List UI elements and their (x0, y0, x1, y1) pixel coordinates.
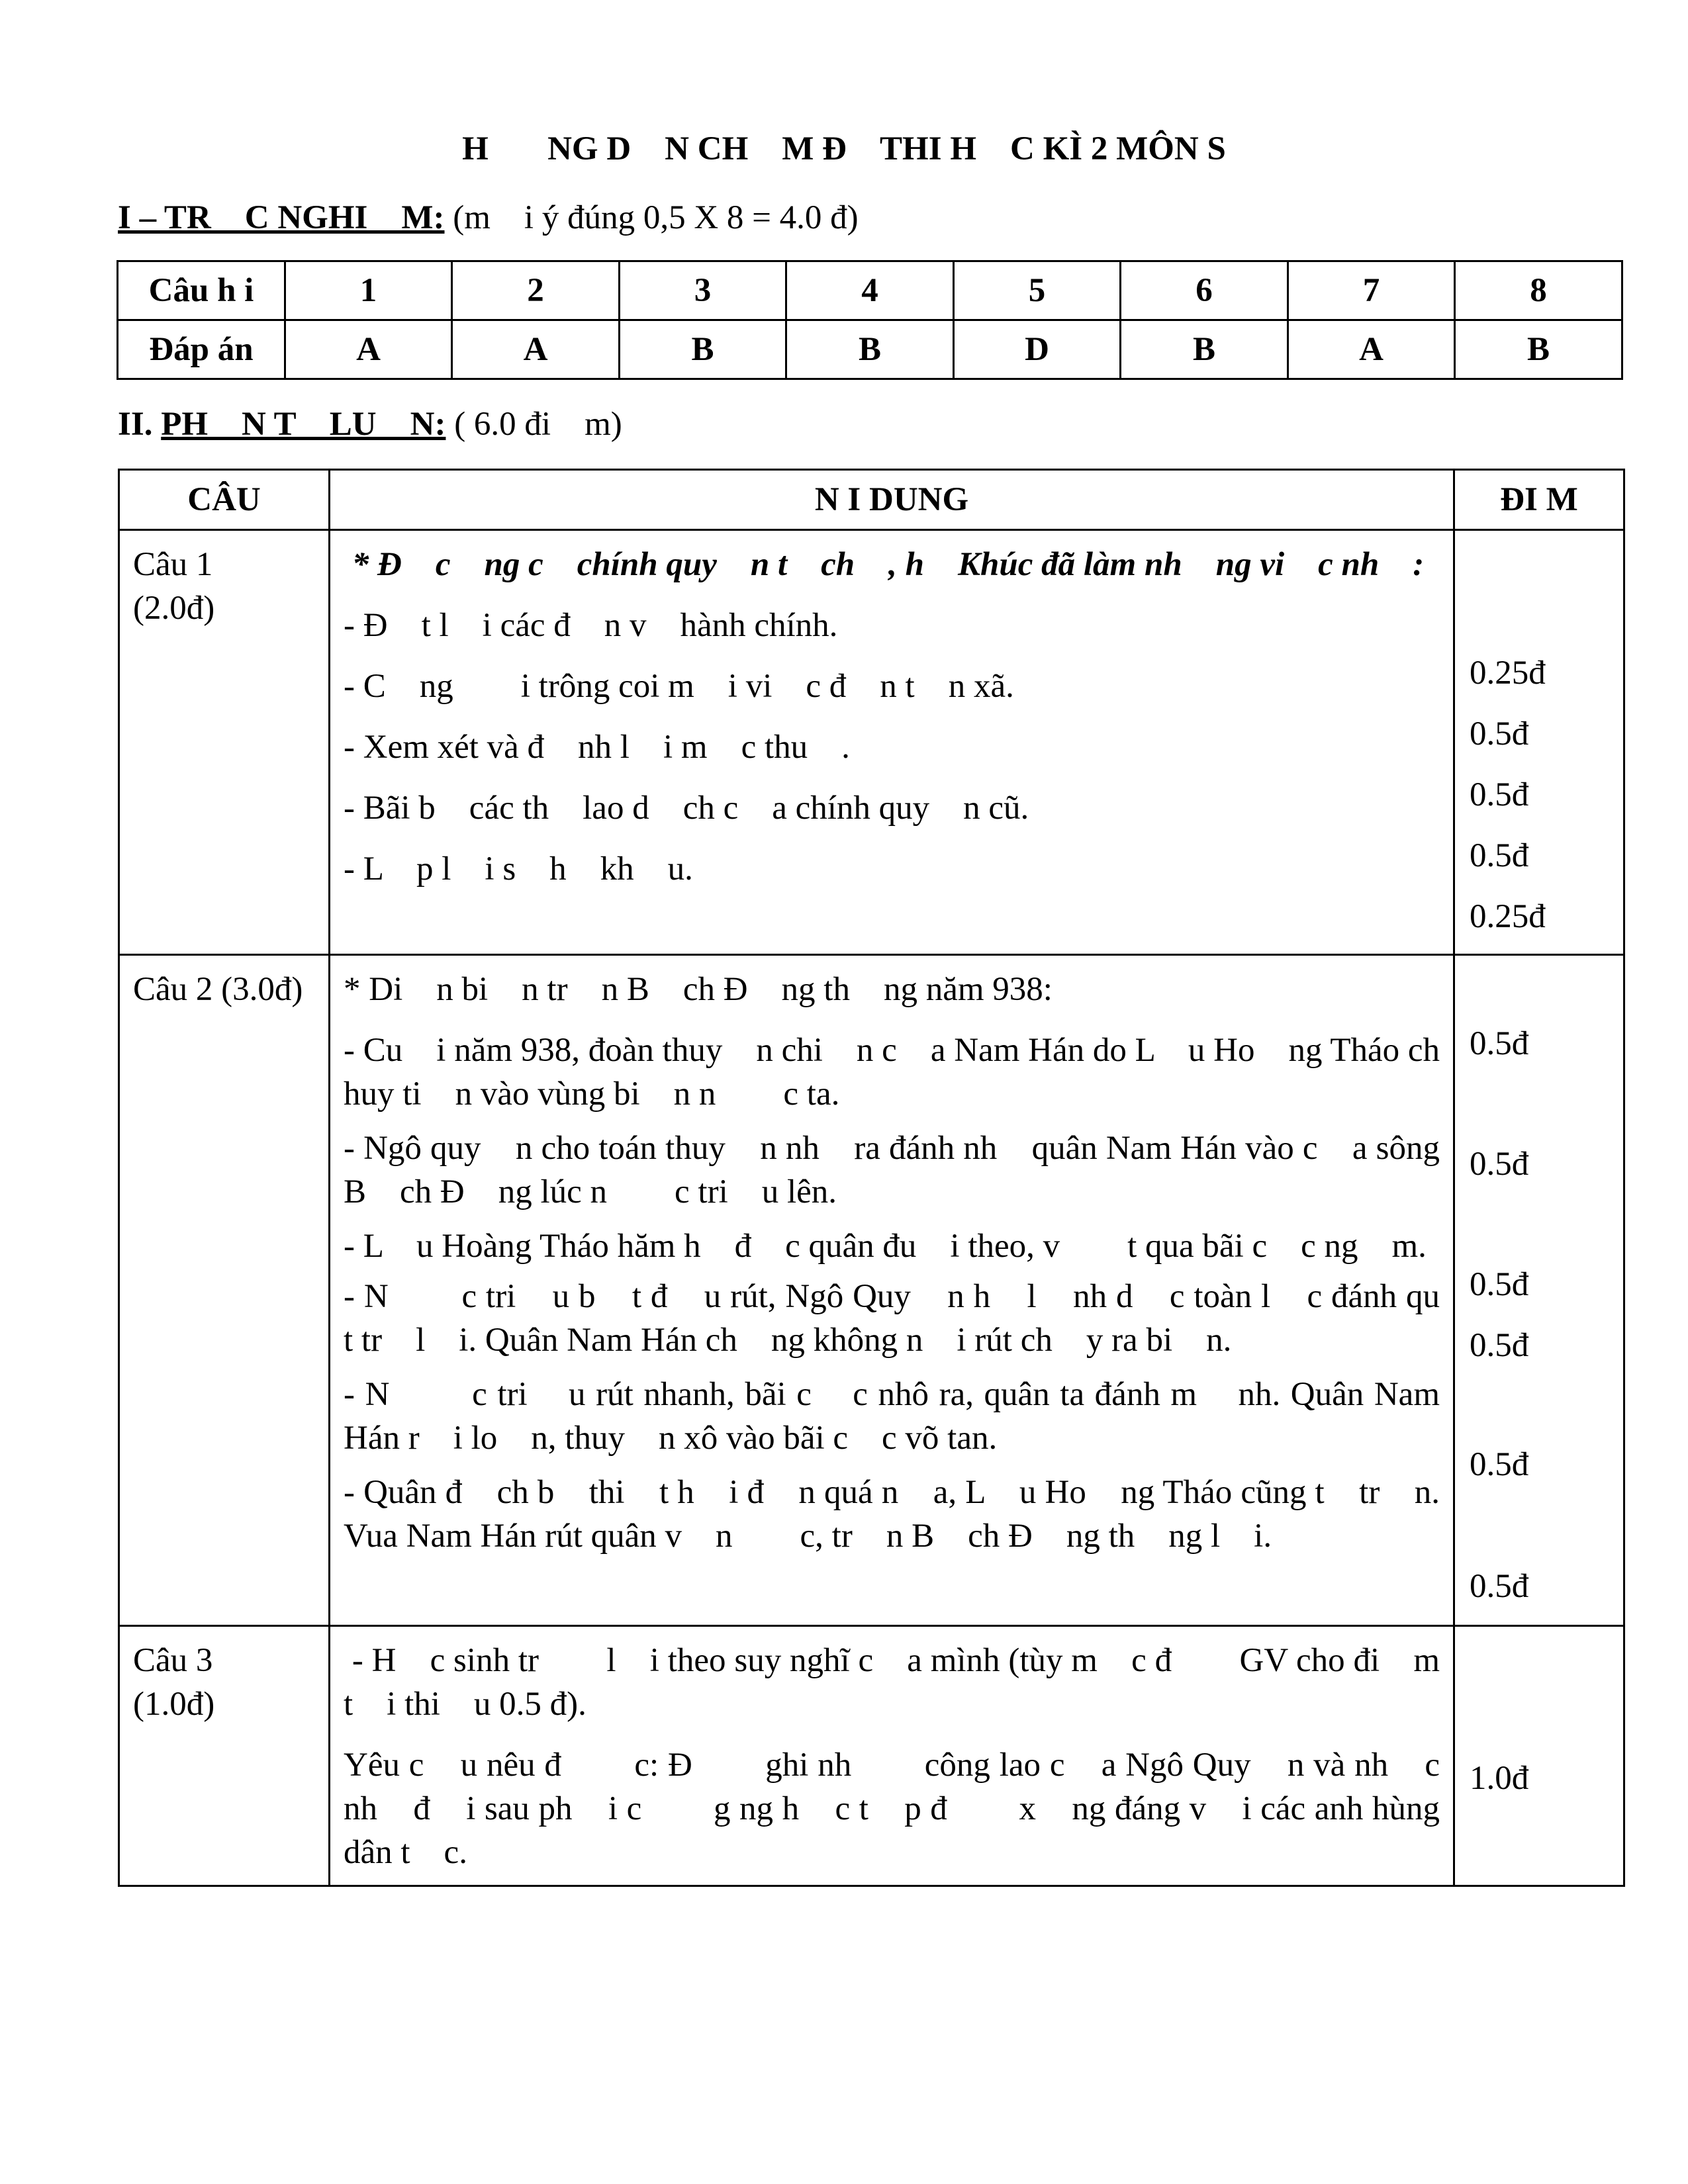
answer-line: - Đ t l i các đ n v hành chính. (344, 607, 838, 644)
answer-cell: A (285, 320, 452, 379)
answer-cell: A (1288, 320, 1455, 379)
question-label: Câu 3 (1.0đ) (133, 1642, 215, 1723)
essay-row-2 (119, 955, 1624, 1626)
part2-label-prefix: II. (118, 406, 162, 443)
answer-line: - N c tri u b t đ u rút, Ngô Quy n h l nh d c toàn l c đánh qu t tr l i. Quân Nam Hán ch ng không n i rút ch y ra bi n. (344, 1278, 1474, 1359)
point-value: 0.5đ (1470, 715, 1529, 752)
answer-line: - Ngô quy n cho toán thuy n nh ra đánh nh quân Nam Hán vào c a sông B ch Đ ng lúc n c tri u lên. (344, 1130, 1448, 1210)
part2-heading (118, 405, 622, 443)
point-value: 0.25đ (1470, 898, 1546, 935)
answer-line: Yêu c u nêu đ c: Đ ghi nh công lao c a Ngô Quy n và nh c nh đ i sau ph i c g ng h c t p đ x ng đáng v i các anh hùng dân t c. (344, 1747, 1448, 1871)
answer-cell: A (452, 320, 620, 379)
answer-line: - H c sinh tr l i theo suy nghĩ c a mình (tùy m c đ GV cho đi m t i thi u 0.5 đ). (344, 1642, 1448, 1723)
point-value: 0.5đ (1470, 776, 1529, 813)
answer-cell: B (1455, 320, 1622, 379)
part2-note: ( 6.0 đi m) (445, 406, 622, 443)
point-value: 0.5đ (1470, 837, 1529, 874)
part1-note: (m i ý đúng 0,5 X 8 = 4.0 đ) (444, 199, 859, 236)
multiple-choice-answer-table (117, 260, 1623, 380)
answer-line: - C ng i trông coi m i vi c đ n t n xã. (344, 668, 1014, 705)
answer-line: - Xem xét và đ nh l i m c thu . (344, 729, 850, 766)
column-header-noi-dung: N I DUNG (330, 470, 1454, 530)
point-value: 0.5đ (1470, 1266, 1529, 1303)
question-number: 4 (786, 261, 954, 320)
question-number: 6 (1121, 261, 1288, 320)
point-value: 0.5đ (1470, 1025, 1529, 1062)
answer-heading: * Đ c ng c chính quy n t ch , h Khúc đã làm nh ng vi c nh : (344, 546, 1425, 583)
answer-row (118, 320, 1622, 379)
column-header-cau: CÂU (119, 470, 330, 530)
question-number: 8 (1455, 261, 1622, 320)
part1-label: I – TR C NGHI M: (118, 199, 445, 236)
answer-cell: B (1121, 320, 1288, 379)
answer-cell: D (954, 320, 1121, 379)
point-value: 0.5đ (1470, 1446, 1529, 1483)
answer-cell: B (620, 320, 786, 379)
answer-line: - Cu i năm 938, đoàn thuy n chi n c a Nam Hán do L u Ho ng Tháo ch huy ti n vào vùng bi n n c ta. (344, 1032, 1474, 1113)
question-number: 7 (1288, 261, 1455, 320)
point-value: 0.25đ (1470, 655, 1546, 692)
question-number: 2 (452, 261, 620, 320)
answer-cell: B (786, 320, 954, 379)
essay-row-3 (119, 1626, 1624, 1886)
column-header-diem: ĐI M (1454, 470, 1624, 530)
answer-line: - L p l i s h kh u. (344, 850, 693, 887)
question-number: 5 (954, 261, 1121, 320)
answer-line: - Quân đ ch b thi t h i đ n quá n a, L u Ho ng Tháo cũng t tr n. Vua Nam Hán rút quân v n c, tr n B ch Đ ng th ng l i. (344, 1474, 1448, 1555)
part1-heading (118, 199, 859, 237)
question-label: Câu 2 (3.0đ) (133, 971, 303, 1008)
answer-line: - L u Hoàng Tháo hăm h đ c quân đu i theo, v t qua bãi c c ng m. (344, 1228, 1427, 1265)
question-row (118, 261, 1622, 320)
answer-line: - Bãi b các th lao d ch c a chính quy n cũ. (344, 790, 1029, 827)
answer-line: - N c tri u rút nhanh, bãi c c nhô ra, quân ta đánh m nh. Quân Nam Hán r i lo n, thuy n xô vào bãi c c võ tan. (344, 1376, 1448, 1457)
question-number: 1 (285, 261, 452, 320)
page-title: H NG D N CH M Đ THI H C KÌ 2 MÔN S (462, 130, 1226, 167)
point-value: 0.5đ (1470, 1146, 1529, 1183)
essay-row-1 (119, 530, 1624, 955)
part2-label: PH N T LU N: (161, 406, 446, 443)
essay-grading-table (118, 469, 1625, 1887)
essay-header-row (119, 470, 1624, 530)
point-value: 0.5đ (1470, 1327, 1529, 1364)
question-number: 3 (620, 261, 786, 320)
answer-heading: * Di n bi n tr n B ch Đ ng th ng năm 938: (344, 971, 1053, 1008)
answer-row-header: Đáp án (118, 320, 285, 379)
question-label: Câu 1 (2.0đ) (133, 546, 215, 627)
question-row-header: Câu h i (118, 261, 285, 320)
point-value: 1.0đ (1470, 1760, 1529, 1797)
point-value: 0.5đ (1470, 1568, 1529, 1605)
